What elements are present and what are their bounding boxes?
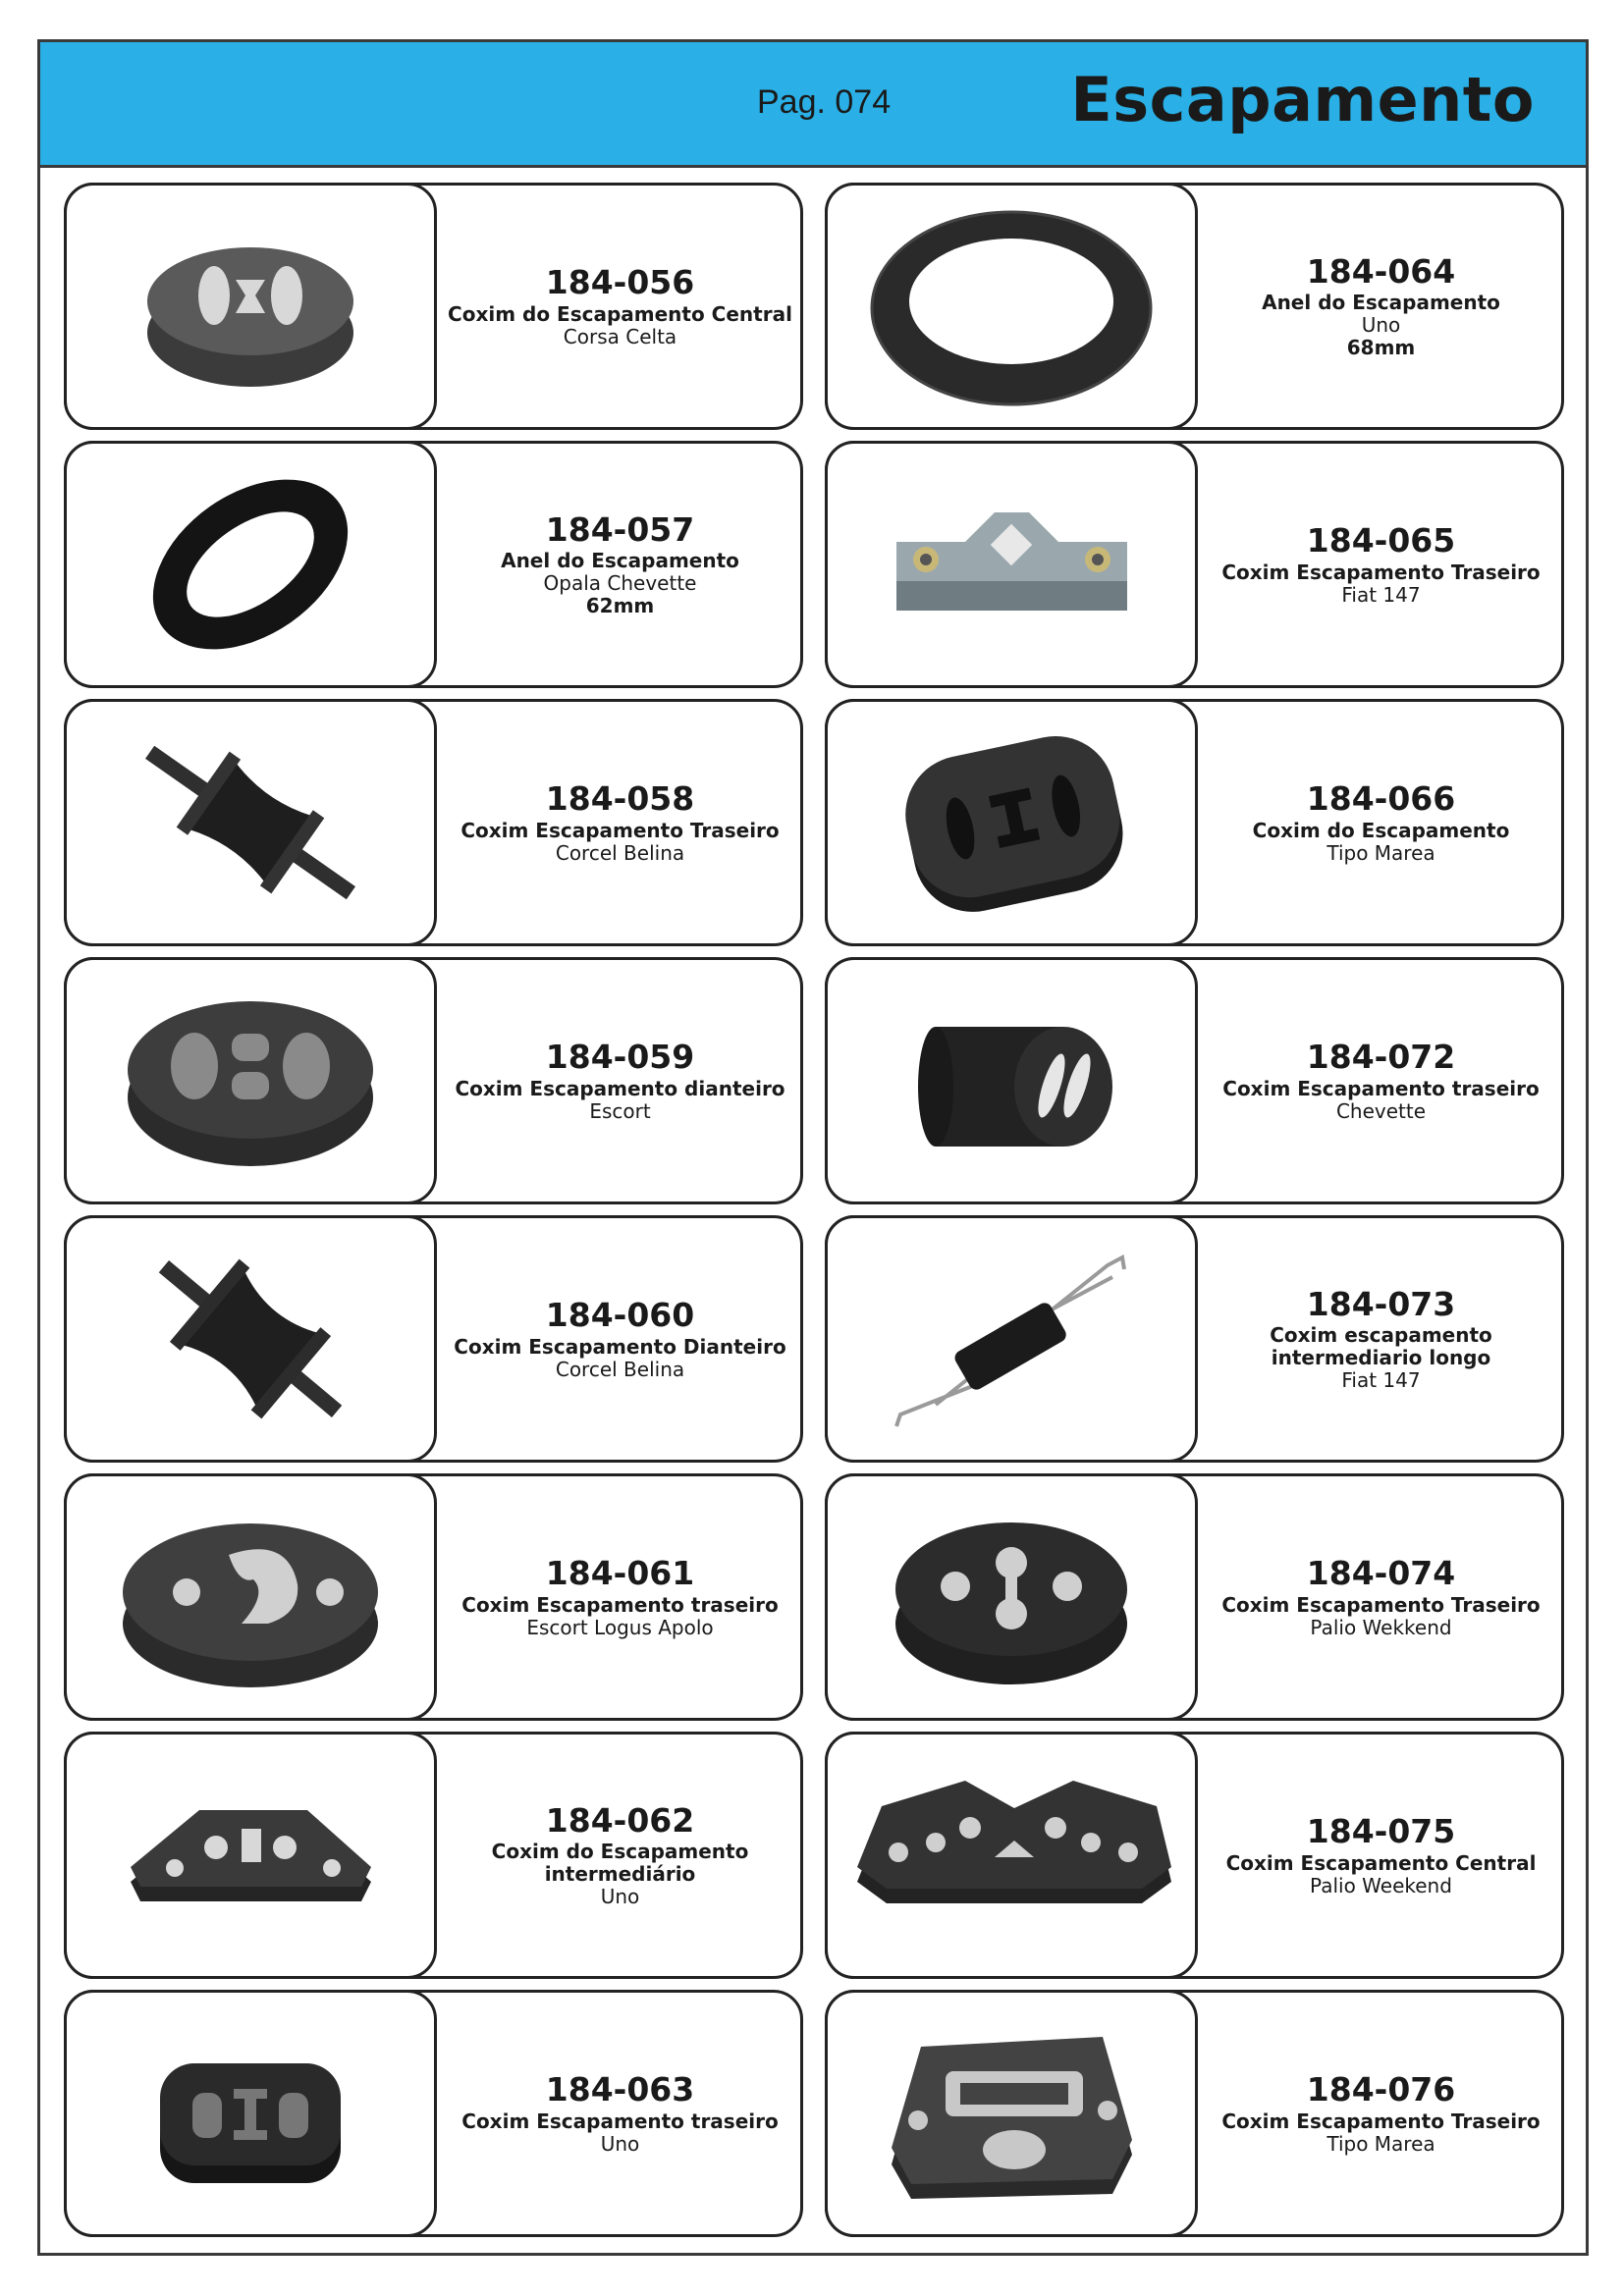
product-code: 184-063 bbox=[545, 2070, 695, 2109]
product-size: 68mm bbox=[1346, 336, 1416, 360]
mount-oval-icon bbox=[828, 702, 1195, 943]
mount-oval-icon bbox=[67, 186, 434, 427]
product-code: 184-072 bbox=[1306, 1038, 1456, 1077]
product-application: Palio Weekend bbox=[1310, 1873, 1452, 1897]
product-image bbox=[825, 441, 1198, 688]
page-number: Pag. 074 bbox=[757, 83, 892, 121]
product-card bbox=[825, 699, 1564, 946]
product-code: 184-073 bbox=[1306, 1284, 1456, 1323]
mount-grey-block-icon bbox=[828, 444, 1195, 685]
product-code: 184-058 bbox=[545, 779, 695, 819]
product-application: Tipo Marea bbox=[1326, 2131, 1435, 2156]
product-application: Chevette bbox=[1335, 1098, 1427, 1123]
mount-oval-icon bbox=[67, 960, 434, 1201]
product-card bbox=[64, 1215, 803, 1463]
rubber-ring-icon bbox=[67, 444, 434, 685]
product-card bbox=[64, 1990, 803, 2237]
mount-long-icon bbox=[828, 1735, 1195, 1976]
product-application: Corcel Belina bbox=[555, 840, 685, 865]
product-application: Fiat 147 bbox=[1341, 1368, 1421, 1393]
product-card bbox=[825, 1215, 1564, 1463]
product-description: Coxim do Escapamento bbox=[1252, 818, 1510, 842]
product-card bbox=[64, 1732, 803, 1979]
product-code: 184-062 bbox=[545, 1800, 695, 1840]
product-description: Coxim escapamento bbox=[1270, 1323, 1492, 1348]
product-image bbox=[64, 1473, 437, 1721]
product-application: Corcel Belina bbox=[555, 1357, 685, 1381]
product-description: Coxim Escapamento traseiro bbox=[461, 2109, 779, 2133]
product-image bbox=[64, 441, 437, 688]
product-card bbox=[825, 1473, 1564, 1721]
mount-oval-icon bbox=[828, 1993, 1195, 2234]
product-description: Coxim Escapamento Dianteiro bbox=[454, 1334, 786, 1359]
product-application: Uno bbox=[600, 1885, 640, 1909]
header-bar bbox=[40, 42, 1586, 168]
product-description: Coxim Escapamento traseiro bbox=[1222, 1076, 1540, 1100]
product-image bbox=[825, 1473, 1198, 1721]
wire-hanger-icon bbox=[828, 1218, 1195, 1460]
product-description: Coxim Escapamento dianteiro bbox=[455, 1076, 785, 1100]
product-image bbox=[64, 183, 437, 430]
product-description: Coxim Escapamento Traseiro bbox=[460, 818, 780, 842]
product-card bbox=[825, 1732, 1564, 1979]
product-code: 184-064 bbox=[1306, 251, 1456, 291]
product-description: Coxim Escapamento Traseiro bbox=[1221, 560, 1541, 584]
product-description: Anel do Escapamento bbox=[501, 549, 739, 573]
product-application: Escort Logus Apolo bbox=[526, 1615, 714, 1639]
product-image bbox=[64, 957, 437, 1204]
product-image bbox=[64, 1990, 437, 2237]
product-application: Escort bbox=[589, 1098, 651, 1123]
threaded-bushing-icon bbox=[67, 1218, 434, 1460]
product-image bbox=[825, 1732, 1198, 1979]
product-code: 184-075 bbox=[1306, 1812, 1456, 1851]
product-card bbox=[825, 957, 1564, 1204]
product-description: Coxim Escapamento Traseiro bbox=[1221, 2109, 1541, 2133]
product-card bbox=[825, 441, 1564, 688]
product-card bbox=[64, 699, 803, 946]
product-description: Coxim Escapamento traseiro bbox=[461, 1592, 779, 1617]
product-image bbox=[64, 1732, 437, 1979]
cylinder-mount-icon bbox=[828, 960, 1195, 1201]
product-code: 184-059 bbox=[545, 1038, 695, 1077]
product-code: 184-066 bbox=[1306, 779, 1456, 819]
product-application: Fiat 147 bbox=[1341, 582, 1421, 607]
product-description: Anel do Escapamento bbox=[1262, 291, 1500, 315]
product-code: 184-056 bbox=[545, 263, 695, 302]
product-code: 184-065 bbox=[1306, 521, 1456, 561]
product-image bbox=[64, 699, 437, 946]
rubber-ring-icon bbox=[828, 186, 1195, 427]
page-title: Escapamento bbox=[1070, 64, 1535, 135]
product-size: 62mm bbox=[585, 594, 655, 618]
mount-long-icon bbox=[67, 1735, 434, 1976]
product-image bbox=[825, 1215, 1198, 1463]
product-description: Coxim Escapamento Traseiro bbox=[1221, 1592, 1541, 1617]
product-description-line2: intermediario longo bbox=[1271, 1346, 1491, 1370]
product-card bbox=[64, 183, 803, 430]
product-description-line2: intermediário bbox=[544, 1862, 696, 1887]
mount-oval-icon bbox=[67, 1993, 434, 2234]
product-description: Coxim do Escapamento bbox=[491, 1840, 749, 1864]
product-image bbox=[825, 699, 1198, 946]
product-image bbox=[64, 1215, 437, 1463]
product-application: Corsa Celta bbox=[563, 324, 677, 348]
product-application: Uno bbox=[1361, 313, 1401, 338]
product-card bbox=[64, 1473, 803, 1721]
product-card bbox=[825, 1990, 1564, 2237]
product-card bbox=[64, 441, 803, 688]
mount-oval-icon bbox=[828, 1476, 1195, 1718]
product-code: 184-060 bbox=[545, 1296, 695, 1335]
product-application: Tipo Marea bbox=[1326, 840, 1435, 865]
product-image bbox=[825, 957, 1198, 1204]
product-description: Coxim do Escapamento Central bbox=[448, 301, 792, 326]
threaded-bushing-icon bbox=[67, 702, 434, 943]
product-code: 184-074 bbox=[1306, 1554, 1456, 1593]
product-image bbox=[825, 1990, 1198, 2237]
product-application: Opala Chevette bbox=[543, 571, 697, 596]
product-image bbox=[825, 183, 1198, 430]
product-application: Palio Wekkend bbox=[1310, 1615, 1452, 1639]
product-card bbox=[64, 957, 803, 1204]
product-application: Uno bbox=[600, 2131, 640, 2156]
product-code: 184-076 bbox=[1306, 2070, 1456, 2109]
product-code: 184-057 bbox=[545, 509, 695, 549]
product-description: Coxim Escapamento Central bbox=[1225, 1850, 1537, 1875]
product-code: 184-061 bbox=[545, 1554, 695, 1593]
product-card bbox=[825, 183, 1564, 430]
mount-oval-icon bbox=[67, 1476, 434, 1718]
